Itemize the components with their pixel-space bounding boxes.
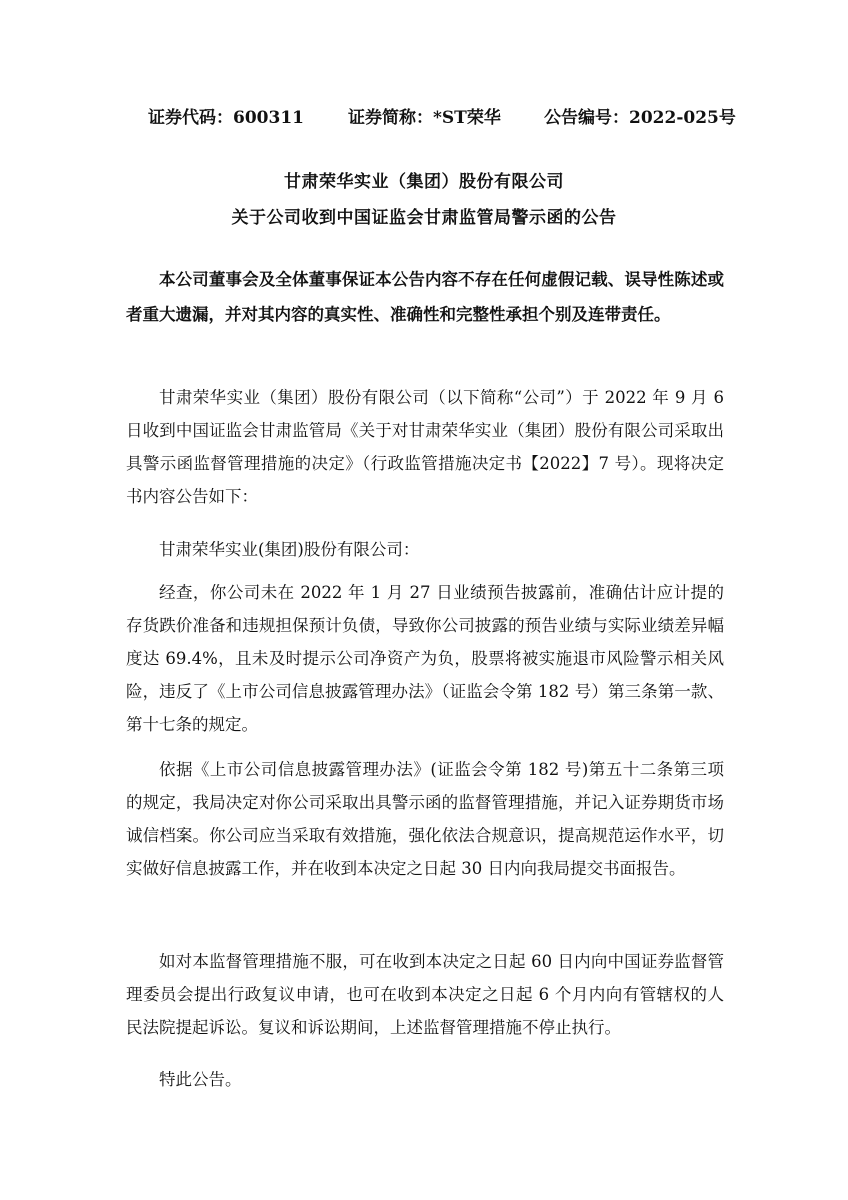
announcement-title: 关于公司收到中国证监会甘肃监管局警示函的公告 xyxy=(231,208,617,228)
intro-paragraph: 甘肃荣华实业（集团）股份有限公司（以下简称“公司”）于 2022 年 9 月 6 日收到中国证监会甘肃监管局《关于对甘肃荣华实业（集团）股份有限公司采取出具警示函监督管理措施的决定》（行政监管措施决定书【2022】7 号）。现将决定书内容公告如下： xyxy=(126,388,724,506)
announcement-number: 公告编号：2022-025号 xyxy=(544,108,736,128)
stock-code: 证券代码：600311 xyxy=(148,108,304,128)
board-statement: 本公司董事会及全体董事保证本公告内容不存在任何虚假记载、误导性陈述或者重大遗漏，并对其内容的真实性、准确性和完整性承担个别及连带责任。 xyxy=(126,270,724,324)
closing-line: 特此公告。 xyxy=(159,1070,242,1089)
company-name-title: 甘肃荣华实业（集团）股份有限公司 xyxy=(284,172,564,192)
addressee-line: 甘肃荣华实业(集团)股份有限公司： xyxy=(159,540,420,559)
stock-abbreviation: 证券简称：*ST荣华 xyxy=(348,108,501,128)
appeal-paragraph: 如对本监督管理措施不服，可在收到本决定之日起 60 日内向中国证券监督管理委员会提出行政复议申请，也可在收到本决定之日起 6 个月内向有管辖权的人民法院提起诉讼。复议和诉讼期间，上述监督管理措施不停止执行。 xyxy=(126,952,724,1037)
finding-paragraph: 经查，你公司未在 2022 年 1 月 27 日业绩预告披露前，准确估计应计提的存货跌价准备和违规担保预计负债，导致你公司披露的预告业绩与实际业绩差异幅度达 69.4%，且未及时提示公司净资产为负，股票将被实施退市风险警示相关风险，违反了《上市公司信息披露管理办法》（证监会令第 182 号）第三条第一款、第十七条的规定。 xyxy=(126,583,724,734)
basis-paragraph: 依据《上市公司信息披露管理办法》(证监会令第 182 号)第五十二条第三项的规定，我局决定对你公司采取出具警示函的监督管理措施，并记入证券期货市场诚信档案。你公司应当采取有效措施，强化依法合规意识，提高规范运作水平，切实做好信息披露工作，并在收到本决定之日起 30 日内向我局提交书面报告。 xyxy=(126,760,724,878)
